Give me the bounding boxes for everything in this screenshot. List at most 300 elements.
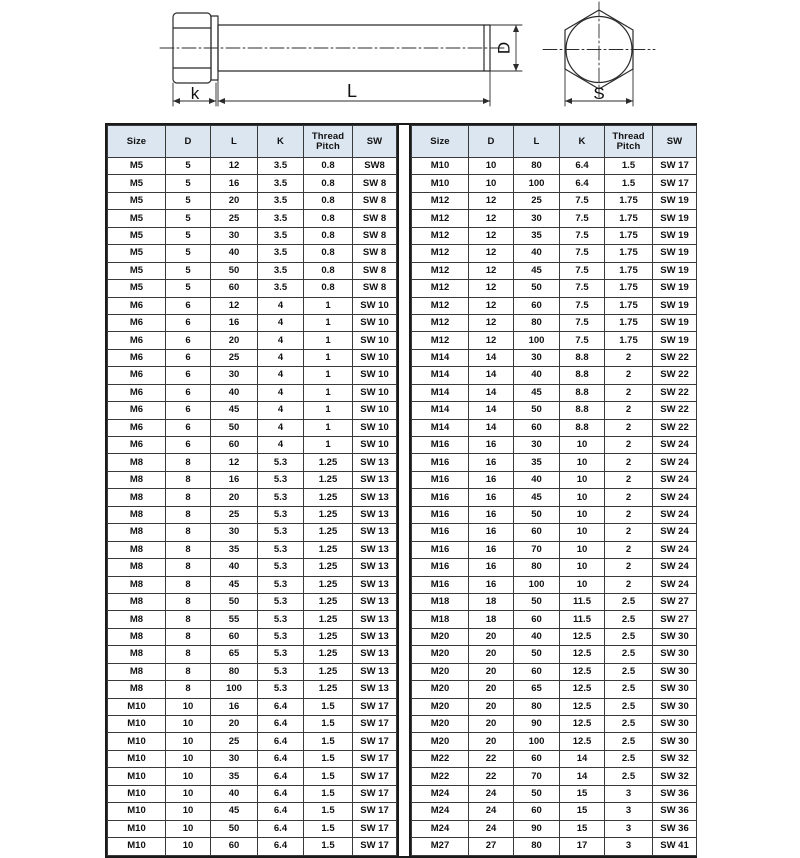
cell-size: M20 [412,646,469,663]
cell-thread-pitch: 1.75 [605,262,653,279]
table-row [412,314,697,331]
table-row [412,349,697,366]
cell-sw: SW 13 [353,646,397,663]
cell-size: M12 [412,314,469,331]
cell-d: 20 [469,646,514,663]
table-row [412,227,697,244]
cell-sw: SW 30 [653,663,697,680]
cell-l: 50 [211,820,258,837]
cell-thread-pitch: 2 [605,384,653,401]
cell-thread-pitch: 2 [605,559,653,576]
cell-k: 5.3 [258,593,304,610]
cell-size: M12 [412,192,469,209]
table-row [412,716,697,733]
column-header-thread-pitch [304,126,353,158]
cell-size: M10 [108,698,166,715]
cell-l: 50 [514,402,560,419]
cell-l: 20 [211,489,258,506]
cell-size: M12 [412,227,469,244]
cell-thread-pitch: 1.75 [605,332,653,349]
cell-k: 8.8 [560,402,605,419]
cell-size: M5 [108,175,166,192]
cell-size: M5 [108,192,166,209]
spec-table-left [107,125,397,856]
cell-sw: SW 17 [353,820,397,837]
table-row [108,437,397,454]
cell-l: 50 [211,262,258,279]
cell-size: M12 [412,210,469,227]
cell-k: 12.5 [560,646,605,663]
table-row [412,210,697,227]
cell-k: 3.5 [258,227,304,244]
cell-size: M6 [108,367,166,384]
cell-thread-pitch: 1 [304,367,353,384]
thread-pitch-line-1: Thread [311,130,345,142]
cell-sw: SW8 [353,158,397,175]
cell-l: 50 [211,419,258,436]
cell-sw: SW 13 [353,524,397,541]
cell-sw: SW 13 [353,681,397,698]
table-row [108,716,397,733]
table-row [412,437,697,454]
cell-k: 6.4 [258,750,304,767]
cell-k: 12.5 [560,681,605,698]
cell-thread-pitch: 2.5 [605,663,653,680]
cell-l: 16 [211,471,258,488]
cell-sw: SW 27 [653,611,697,628]
cell-d: 8 [166,576,211,593]
table-gap-divider [397,125,411,856]
cell-l: 20 [211,192,258,209]
spec-table-right [411,125,697,856]
cell-k: 10 [560,541,605,558]
cell-thread-pitch: 1.25 [304,559,353,576]
cell-size: M6 [108,297,166,314]
cell-sw: SW 30 [653,733,697,750]
cell-size: M16 [412,559,469,576]
cell-d: 8 [166,646,211,663]
cell-sw: SW 10 [353,384,397,401]
cell-thread-pitch: 2 [605,367,653,384]
cell-sw: SW 19 [653,262,697,279]
cell-k: 12.5 [560,698,605,715]
table-row [108,349,397,366]
table-row [412,681,697,698]
cell-d: 6 [166,419,211,436]
cell-k: 3.5 [258,280,304,297]
table-row [412,489,697,506]
cell-thread-pitch: 1.25 [304,663,353,680]
cell-size: M12 [412,245,469,262]
column-header-size: Size [108,126,166,158]
cell-sw: SW 17 [653,158,697,175]
cell-thread-pitch: 2.5 [605,768,653,785]
table-row [412,471,697,488]
cell-thread-pitch: 2 [605,489,653,506]
cell-size: M6 [108,384,166,401]
table-row [108,471,397,488]
cell-thread-pitch: 2 [605,419,653,436]
table-row [412,384,697,401]
cell-sw: SW 22 [653,384,697,401]
cell-d: 6 [166,402,211,419]
cell-sw: SW 17 [353,750,397,767]
table-row [412,506,697,523]
specification-tables [105,123,697,858]
cell-sw: SW 36 [653,803,697,820]
cell-thread-pitch: 1.25 [304,611,353,628]
cell-l: 65 [514,681,560,698]
cell-size: M16 [412,437,469,454]
table-row [412,663,697,680]
cell-thread-pitch: 1 [304,332,353,349]
cell-sw: SW 10 [353,367,397,384]
cell-sw: SW 17 [353,803,397,820]
cell-k: 12.5 [560,716,605,733]
cell-sw: SW 24 [653,454,697,471]
cell-thread-pitch: 3 [605,838,653,855]
cell-size: M8 [108,471,166,488]
cell-sw: SW 24 [653,437,697,454]
hex-bolt-diagram [0,0,800,120]
cell-d: 14 [469,349,514,366]
cell-thread-pitch: 2.5 [605,733,653,750]
cell-thread-pitch: 1 [304,384,353,401]
cell-d: 20 [469,733,514,750]
table-row [412,297,697,314]
cell-thread-pitch: 1 [304,349,353,366]
cell-sw: SW 17 [353,785,397,802]
cell-thread-pitch: 2 [605,541,653,558]
cell-size: M12 [412,262,469,279]
cell-k: 10 [560,471,605,488]
cell-size: M20 [412,663,469,680]
cell-sw: SW 24 [653,489,697,506]
cell-size: M5 [108,280,166,297]
cell-thread-pitch: 2 [605,349,653,366]
cell-sw: SW 8 [353,245,397,262]
cell-l: 100 [514,733,560,750]
cell-size: M16 [412,454,469,471]
cell-sw: SW 10 [353,332,397,349]
cell-d: 5 [166,175,211,192]
table-row [412,367,697,384]
table-row [108,559,397,576]
cell-thread-pitch: 2.5 [605,628,653,645]
cell-d: 22 [469,750,514,767]
cell-d: 8 [166,681,211,698]
cell-sw: SW 10 [353,297,397,314]
cell-k: 5.3 [258,628,304,645]
cell-thread-pitch: 2 [605,454,653,471]
cell-sw: SW 10 [353,349,397,366]
cell-d: 8 [166,524,211,541]
cell-d: 20 [469,698,514,715]
cell-l: 30 [514,349,560,366]
cell-d: 14 [469,419,514,436]
cell-size: M20 [412,698,469,715]
table-row [108,384,397,401]
table-row [108,262,397,279]
cell-k: 8.8 [560,349,605,366]
table-row [108,646,397,663]
cell-k: 15 [560,820,605,837]
column-header-sw: SW [353,126,397,158]
table-row [108,681,397,698]
cell-l: 50 [514,785,560,802]
table-row [108,192,397,209]
table-row [108,750,397,767]
cell-thread-pitch: 1.25 [304,471,353,488]
cell-thread-pitch: 1.25 [304,681,353,698]
cell-sw: SW 41 [653,838,697,855]
cell-d: 8 [166,611,211,628]
cell-d: 8 [166,663,211,680]
cell-k: 12.5 [560,733,605,750]
cell-d: 12 [469,210,514,227]
cell-l: 40 [514,471,560,488]
cell-thread-pitch: 3 [605,803,653,820]
cell-l: 40 [514,628,560,645]
cell-size: M24 [412,803,469,820]
cell-thread-pitch: 1.5 [304,716,353,733]
table-row [108,698,397,715]
cell-d: 10 [469,158,514,175]
cell-size: M16 [412,489,469,506]
cell-d: 22 [469,768,514,785]
cell-sw: SW 30 [653,646,697,663]
arrowhead-D-bottom [513,64,519,71]
cell-l: 35 [211,768,258,785]
cell-thread-pitch: 1.75 [605,280,653,297]
cell-sw: SW 17 [353,716,397,733]
cell-size: M5 [108,210,166,227]
cell-l: 80 [211,663,258,680]
cell-l: 25 [211,733,258,750]
cell-sw: SW 13 [353,663,397,680]
cell-l: 60 [514,663,560,680]
cell-d: 5 [166,227,211,244]
cell-size: M16 [412,506,469,523]
cell-d: 16 [469,437,514,454]
cell-l: 80 [514,158,560,175]
cell-sw: SW 24 [653,524,697,541]
column-header-sw: SW [653,126,697,158]
cell-l: 30 [514,210,560,227]
column-header-thread-pitch [605,126,653,158]
cell-l: 80 [514,559,560,576]
cell-thread-pitch: 1 [304,314,353,331]
cell-thread-pitch: 1.75 [605,210,653,227]
cell-d: 10 [166,820,211,837]
cell-k: 7.5 [560,210,605,227]
arrowhead-k-left [173,98,180,104]
cell-d: 8 [166,541,211,558]
cell-size: M8 [108,646,166,663]
cell-sw: SW 10 [353,314,397,331]
cell-l: 45 [211,576,258,593]
cell-l: 40 [514,367,560,384]
cell-k: 3.5 [258,192,304,209]
cell-size: M8 [108,663,166,680]
cell-size: M10 [412,175,469,192]
cell-sw: SW 17 [353,768,397,785]
cell-thread-pitch: 1.25 [304,628,353,645]
cell-k: 6.4 [258,768,304,785]
cell-thread-pitch: 1.25 [304,541,353,558]
cell-size: M14 [412,384,469,401]
cell-d: 10 [166,838,211,855]
cell-l: 90 [514,820,560,837]
table-row [412,524,697,541]
cell-thread-pitch: 1.5 [605,175,653,192]
cell-size: M16 [412,576,469,593]
cell-d: 16 [469,454,514,471]
cell-l: 40 [211,384,258,401]
cell-thread-pitch: 0.8 [304,262,353,279]
cell-l: 25 [211,506,258,523]
cell-d: 5 [166,280,211,297]
cell-l: 100 [514,332,560,349]
cell-thread-pitch: 2 [605,471,653,488]
cell-l: 12 [211,297,258,314]
cell-k: 8.8 [560,367,605,384]
table-row [108,541,397,558]
cell-thread-pitch: 1.5 [304,733,353,750]
cell-size: M6 [108,349,166,366]
cell-sw: SW 22 [653,402,697,419]
cell-thread-pitch: 1.25 [304,576,353,593]
cell-k: 3.5 [258,262,304,279]
cell-size: M12 [412,280,469,297]
table-row [412,628,697,645]
cell-l: 90 [514,716,560,733]
cell-k: 7.5 [560,245,605,262]
cell-thread-pitch: 1.25 [304,593,353,610]
cell-size: M8 [108,506,166,523]
cell-size: M14 [412,419,469,436]
cell-k: 4 [258,314,304,331]
cell-l: 35 [514,454,560,471]
cell-d: 12 [469,262,514,279]
cell-d: 12 [469,297,514,314]
cell-k: 8.8 [560,419,605,436]
cell-size: M6 [108,314,166,331]
cell-thread-pitch: 1.5 [304,785,353,802]
cell-l: 40 [211,785,258,802]
cell-d: 14 [469,384,514,401]
cell-thread-pitch: 1.25 [304,454,353,471]
cell-size: M16 [412,471,469,488]
cell-d: 16 [469,559,514,576]
table-row [412,733,697,750]
cell-d: 6 [166,349,211,366]
cell-sw: SW 24 [653,559,697,576]
cell-k: 4 [258,437,304,454]
cell-size: M8 [108,454,166,471]
cell-sw: SW 13 [353,559,397,576]
cell-size: M5 [108,262,166,279]
table-row [412,158,697,175]
cell-l: 35 [514,227,560,244]
cell-size: M8 [108,593,166,610]
cell-sw: SW 8 [353,280,397,297]
cell-sw: SW 13 [353,489,397,506]
cell-d: 16 [469,471,514,488]
cell-k: 6.4 [258,803,304,820]
cell-k: 6.4 [258,785,304,802]
cell-l: 30 [211,524,258,541]
arrowhead-L-left [218,98,225,104]
cell-k: 6.4 [258,698,304,715]
table-row [108,663,397,680]
cell-thread-pitch: 1 [304,297,353,314]
table-row [412,245,697,262]
cell-thread-pitch: 1.25 [304,646,353,663]
cell-l: 70 [514,768,560,785]
cell-size: M20 [412,628,469,645]
table-row [412,593,697,610]
cell-k: 7.5 [560,280,605,297]
cell-k: 10 [560,454,605,471]
cell-thread-pitch: 2.5 [605,716,653,733]
cell-size: M6 [108,402,166,419]
cell-d: 5 [166,245,211,262]
cell-d: 12 [469,314,514,331]
cell-thread-pitch: 1 [304,437,353,454]
column-header-l: L [514,126,560,158]
cell-d: 10 [166,698,211,715]
cell-k: 7.5 [560,314,605,331]
cell-k: 12.5 [560,663,605,680]
cell-d: 20 [469,663,514,680]
table-row [108,210,397,227]
cell-d: 6 [166,297,211,314]
cell-k: 5.3 [258,646,304,663]
cell-l: 25 [211,349,258,366]
cell-thread-pitch: 0.8 [304,175,353,192]
cell-d: 24 [469,820,514,837]
table-row [108,593,397,610]
cell-l: 60 [514,524,560,541]
cell-k: 6.4 [258,820,304,837]
cell-k: 7.5 [560,262,605,279]
cell-size: M16 [412,541,469,558]
cell-l: 60 [514,750,560,767]
cell-k: 4 [258,402,304,419]
table-row [108,803,397,820]
table-row [108,820,397,837]
cell-d: 18 [469,611,514,628]
cell-k: 7.5 [560,332,605,349]
cell-size: M14 [412,402,469,419]
cell-thread-pitch: 1.5 [304,698,353,715]
cell-sw: SW 30 [653,681,697,698]
cell-d: 12 [469,280,514,297]
dimension-label-k: k [190,84,200,103]
cell-sw: SW 13 [353,576,397,593]
cell-d: 18 [469,593,514,610]
cell-l: 45 [211,402,258,419]
cell-thread-pitch: 0.8 [304,245,353,262]
cell-l: 40 [211,245,258,262]
cell-k: 10 [560,489,605,506]
cell-l: 80 [514,838,560,855]
cell-size: M8 [108,681,166,698]
cell-k: 11.5 [560,593,605,610]
cell-d: 8 [166,471,211,488]
cell-d: 16 [469,489,514,506]
